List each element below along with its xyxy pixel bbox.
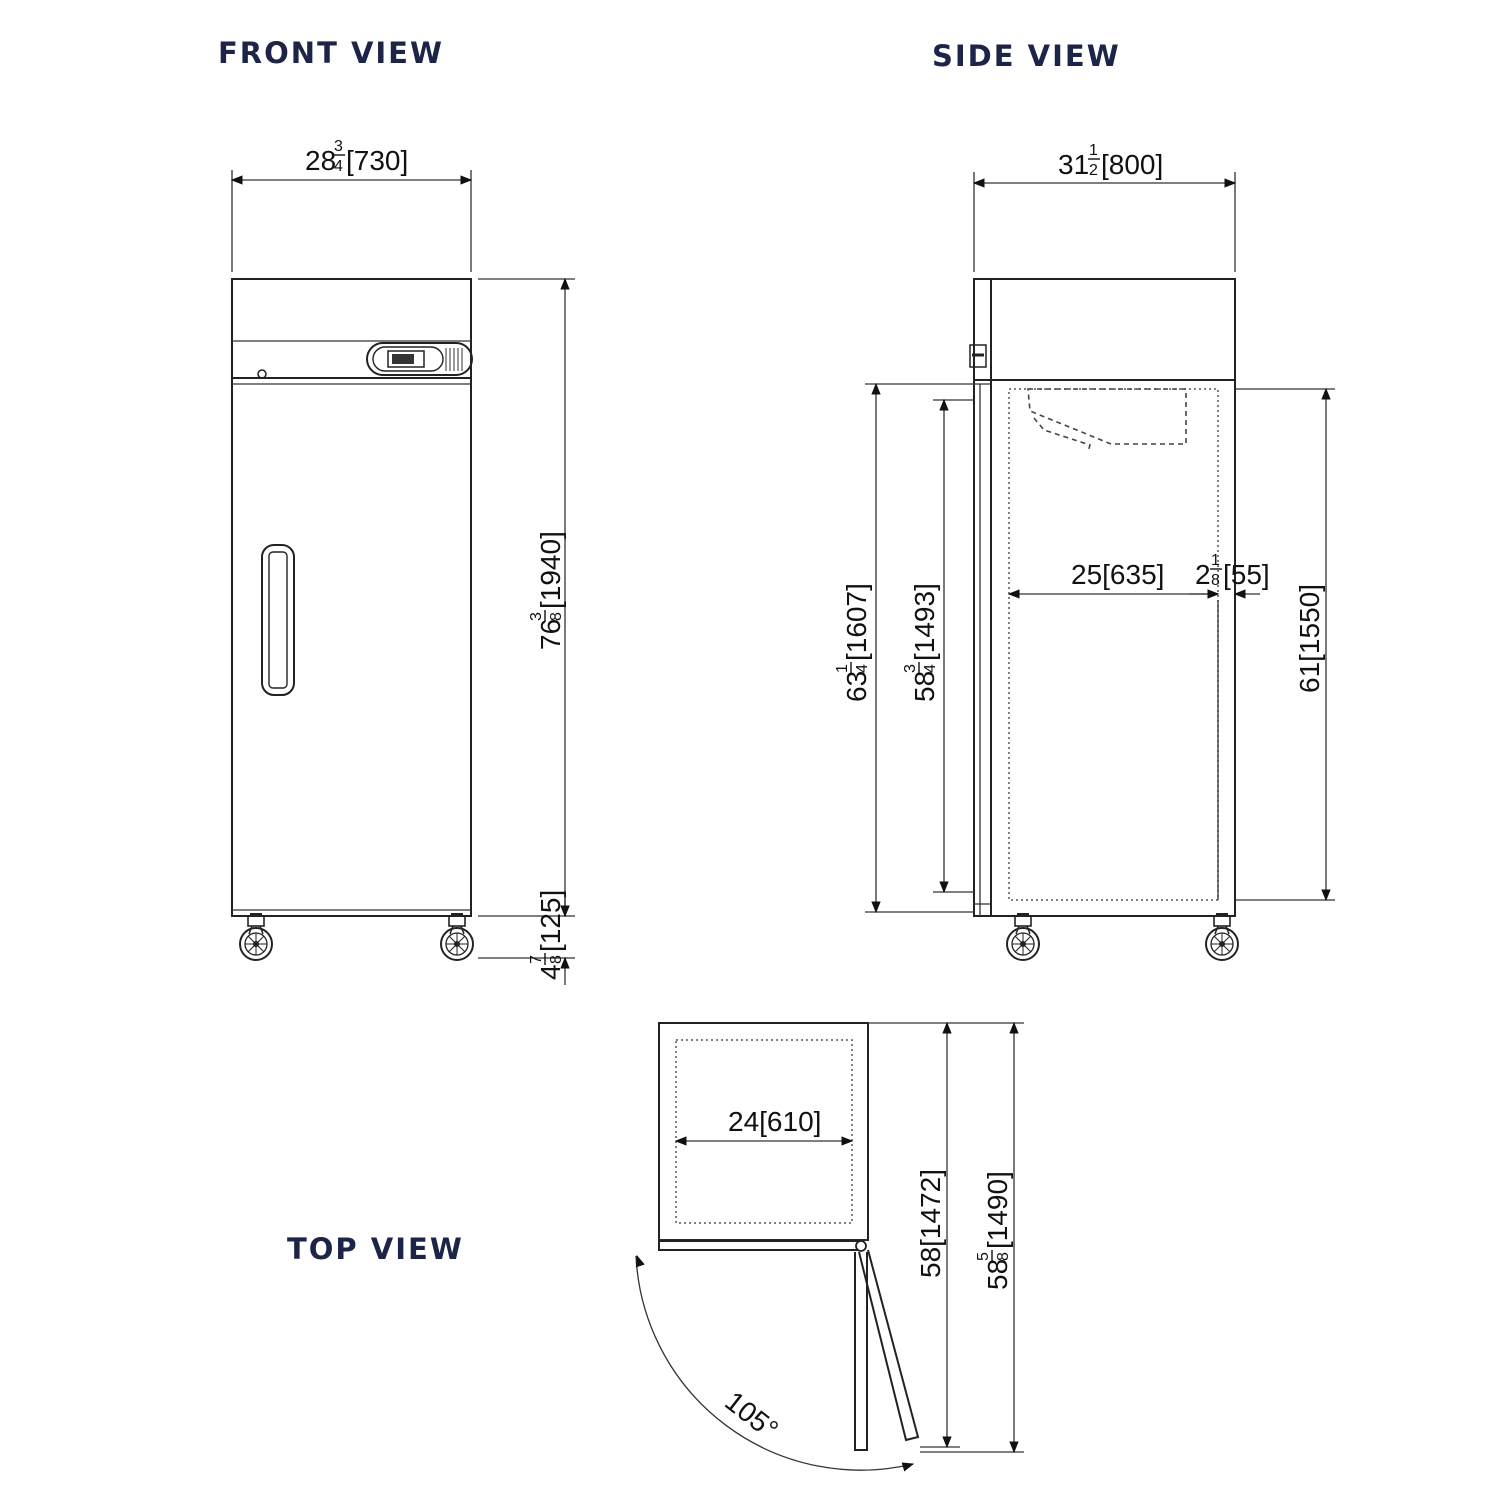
dim-num: 1 bbox=[1211, 552, 1220, 569]
dim-num: 3 bbox=[528, 612, 545, 621]
dim-den: 8 bbox=[995, 1252, 1012, 1261]
dim-metric: [730] bbox=[346, 145, 409, 176]
dim-num: 3 bbox=[334, 138, 343, 155]
dim-metric: [1493] bbox=[909, 583, 940, 661]
dim-top-interior-width: 24[610] bbox=[728, 1106, 822, 1137]
front-view bbox=[232, 138, 575, 985]
dim-top-depth-total bbox=[975, 1171, 1013, 1290]
controller-panel-icon bbox=[367, 343, 472, 375]
dim-den: 2 bbox=[1089, 162, 1098, 179]
caster-wheel-icon bbox=[1007, 914, 1039, 960]
lock-icon bbox=[258, 370, 266, 378]
caster-wheel-icon bbox=[240, 914, 272, 960]
dim-side-wall bbox=[1195, 552, 1270, 590]
dim-den: 4 bbox=[334, 158, 343, 175]
dim-whole: 2 bbox=[1195, 559, 1211, 590]
open-door-outline bbox=[855, 1252, 867, 1450]
dim-metric: [1490] bbox=[982, 1171, 1013, 1249]
dim-whole: 58 bbox=[909, 670, 940, 702]
side-view bbox=[834, 142, 1335, 960]
dim-whole: 58 bbox=[982, 1258, 1013, 1290]
swing-arc bbox=[636, 1256, 913, 1470]
dim-den: 4 bbox=[922, 664, 939, 673]
dim-metric: [125] bbox=[535, 889, 566, 952]
dim-top-depth-open: 58[1472] bbox=[915, 1169, 946, 1278]
dim-top-angle: 105° bbox=[719, 1385, 785, 1446]
dim-metric: [800] bbox=[1101, 149, 1164, 180]
dim-whole: 31 bbox=[1058, 149, 1090, 180]
dim-whole: 63 bbox=[841, 670, 872, 702]
dim-front-height bbox=[528, 531, 566, 650]
dim-metric: [55] bbox=[1223, 559, 1270, 590]
dim-metric: [1940] bbox=[535, 531, 566, 609]
dim-front-width bbox=[305, 138, 408, 176]
caster-wheel-icon bbox=[441, 914, 473, 960]
front-view-title: FRONT VIEW bbox=[218, 36, 444, 70]
dim-num: 1 bbox=[834, 664, 851, 673]
dim-whole: 4 bbox=[535, 964, 566, 980]
dim-side-depth bbox=[1058, 142, 1163, 180]
evaporator-outline bbox=[1028, 389, 1186, 444]
door-handle-icon bbox=[262, 545, 294, 695]
dim-whole: 28 bbox=[305, 145, 337, 176]
closed-door-outline bbox=[659, 1241, 862, 1250]
top-view-title: TOP VIEW bbox=[287, 1232, 464, 1266]
dim-side-door-height bbox=[902, 583, 940, 702]
interior-outline bbox=[1009, 389, 1218, 900]
dim-den: 8 bbox=[1211, 572, 1220, 589]
top-view bbox=[636, 1023, 1024, 1470]
dim-num: 5 bbox=[975, 1252, 992, 1261]
door-hinge-icon bbox=[856, 1241, 866, 1251]
dim-num: 1 bbox=[1089, 142, 1098, 159]
dim-whole: 76 bbox=[535, 618, 566, 650]
dim-num: 7 bbox=[528, 955, 545, 964]
dim-side-interior-depth: 25[635] bbox=[1071, 559, 1165, 590]
dim-front-caster bbox=[528, 890, 566, 980]
caster-wheel-icon bbox=[1206, 914, 1238, 960]
dim-side-outer-height bbox=[834, 583, 872, 702]
dim-num: 3 bbox=[902, 664, 919, 673]
dim-den: 8 bbox=[548, 612, 565, 621]
dim-side-interior-height: 61[1550] bbox=[1294, 584, 1325, 693]
cabinet-outline bbox=[974, 279, 1235, 916]
dim-den: 8 bbox=[548, 955, 565, 964]
dim-metric: [1607] bbox=[841, 583, 872, 661]
dim-den: 4 bbox=[854, 664, 871, 673]
side-view-title: SIDE VIEW bbox=[932, 39, 1121, 73]
